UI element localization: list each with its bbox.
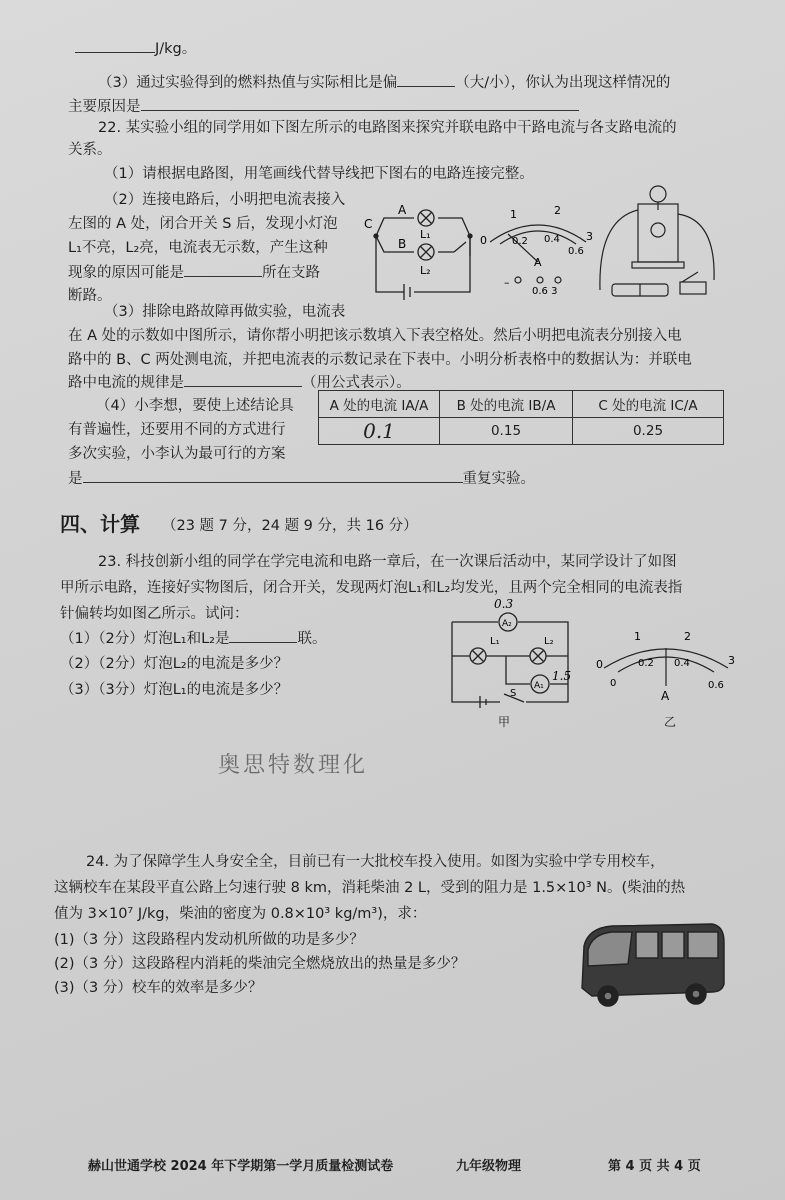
q24-part3: (3)（3 分）校车的效率是多少？: [54, 980, 263, 996]
q24-text-l3: 值为 3×10⁷ J/kg，柴油的密度为 0.8×10³ kg/m³)，求：: [54, 906, 427, 922]
q22-2-text-b: 所在支路: [262, 265, 320, 281]
q23-part2: （2）（2分）灯泡L₂的电流是多少？: [60, 656, 289, 672]
q23-meter-yi: [592, 628, 742, 708]
q22-4-text: 是: [68, 471, 83, 487]
meter-sub-04: 0.4: [544, 234, 560, 245]
handwritten-note: 0.3: [494, 597, 514, 611]
handwritten-note: 1.5: [552, 669, 572, 683]
section-scoring: （23 题 7 分，24 题 9 分，共 16 分）: [162, 518, 418, 534]
unit-label: J/kg。: [155, 41, 197, 57]
figure-jia-label: 甲: [498, 715, 511, 729]
q23-text-l3: 针偏转均如图乙所示。试问：: [60, 606, 249, 622]
q22-4-text-b: 重复实验。: [462, 471, 535, 487]
section-title: 四、计算: [60, 512, 140, 536]
q22-part2-l5: 断路。: [68, 288, 112, 304]
meter-tick-3: 3: [586, 230, 593, 243]
meter-sub-04: 0.4: [674, 658, 690, 669]
answer-blank[interactable]: [75, 38, 155, 53]
meter-sub-0: 0: [610, 678, 617, 689]
table-cell-handwritten[interactable]: 0.1: [319, 418, 440, 445]
answer-blank[interactable]: [141, 96, 579, 111]
prev-answer-line: [75, 38, 196, 59]
meter-terminals: 0.6 3: [532, 286, 558, 297]
q21-3-choice: （大/小），你认为出现这样情况的: [455, 75, 671, 91]
q23-part1: [60, 628, 326, 649]
q21-part3: [98, 72, 670, 93]
meter-sub-06: 0.6: [708, 680, 724, 691]
ammeter-a2-label: A₂: [502, 619, 512, 629]
q23-text-l1: 23. 科技创新小组的同学在学完电流和电路一章后，在一次课后活动中，某同学设计了如图: [98, 554, 677, 570]
q21-3-reason-label: 主要原因是: [68, 99, 141, 115]
q22-3-text-b: （用公式表示）。: [302, 375, 411, 391]
q22-part3-l1: （3）排除电路故障再做实验，电流表: [104, 304, 346, 320]
q24-text-l1: 24. 为了保障学生人身安全全，目前已有一大批校车投入使用。如图为实验中学专用校车，: [86, 854, 665, 870]
footer-subject: 九年级物理: [456, 1159, 522, 1174]
point-c-label: C: [364, 217, 373, 231]
ammeter-a1-label: A₁: [534, 681, 544, 691]
q22-intro: 22. 某实验小组的同学用如下图左所示的电路图来探究并联电路中干路电流与各支路电流的: [98, 120, 677, 136]
q23-text-l2: 甲所示电路，连接好实物图后，闭合开关，发现两灯泡L₁和L₂均发光，且两个完全相同的电流表指: [60, 580, 683, 596]
answer-blank[interactable]: [229, 628, 297, 643]
point-a-label: A: [398, 203, 407, 217]
meter-tick-0: 0: [480, 234, 487, 247]
lamp-l2-label: L₂: [420, 264, 431, 277]
q21-3-text: （3）通过实验得到的燃料热值与实际相比是偏: [98, 75, 398, 91]
lamp-l2-label: L₂: [544, 636, 554, 647]
q22-part4-l3: 多次实验，小李认为最可行的方案: [68, 446, 286, 462]
q22-intro-2: 关系。: [68, 142, 112, 158]
meter-tick-2: 2: [554, 204, 561, 217]
q23-1-text-b: 联。: [297, 631, 327, 647]
meter-sub-02: 0.2: [638, 658, 654, 669]
q22-real-circuit: [598, 180, 728, 300]
answer-blank[interactable]: [83, 468, 463, 483]
q22-part2-l1: （2）连接电路后，小明把电流表接入: [104, 192, 346, 208]
table-row: [319, 418, 724, 445]
q22-ammeter: [478, 200, 598, 295]
q22-part3-l2: 在 A 处的示数如中图所示，请你帮小明把该示数填入下表空格处。然后小明把电流表分别接入电: [68, 328, 682, 344]
footer-school: 赫山世通学校 2024 年下学期第一学月质量检测试卷: [88, 1159, 394, 1174]
q22-part1: （1）请根据电路图，用笔画线代替导线把下图右的电路连接完整。: [104, 166, 534, 182]
q22-part4-l4: [68, 468, 535, 489]
q22-3-text: 路中电流的规律是: [68, 375, 184, 391]
q24-text-l2: 这辆校车在某段平直公路上匀速行驶 8 km，消耗柴油 2 L，受到的阻力是 1.5×10³ N。(柴油的热: [54, 880, 686, 896]
point-b-label: B: [398, 237, 407, 251]
answer-blank[interactable]: [184, 262, 262, 277]
answer-blank[interactable]: [397, 72, 455, 87]
figure-yi-label: 乙: [664, 715, 677, 729]
q22-part4-l2: 有普遍性，还要用不同的方式进行: [68, 422, 286, 438]
meter-unit: A: [534, 256, 542, 269]
switch-s-label: S: [510, 688, 517, 699]
current-table: [318, 390, 724, 445]
q23-1-text: （1）（2分）灯泡L₁和L₂是: [60, 631, 230, 647]
meter-tick-1: 1: [510, 208, 517, 221]
lamp-l1-label: L₁: [420, 228, 431, 241]
answer-blank[interactable]: [184, 372, 302, 387]
table-header: A 处的电流 IA/A: [319, 391, 440, 418]
meter-tick-2: 2: [684, 630, 691, 643]
q22-part2-l2: 左图的 A 处，闭合开关 S 后，发现小灯泡: [68, 216, 338, 232]
q21-part3-line2: [68, 96, 579, 117]
q24-part2: (2)（3 分）这段路程内消耗的柴油完全燃烧放出的热量是多少？: [54, 956, 466, 972]
table-header-row: [319, 391, 724, 418]
footer-page-number: 第 4 页 共 4 页: [608, 1159, 701, 1174]
q23-part3: （3）（3分）灯泡L₁的电流是多少？: [60, 682, 289, 698]
watermark: 奥思特数理化: [218, 753, 369, 778]
meter-sub-06: 0.6: [568, 246, 584, 257]
meter-minus: –: [504, 276, 510, 289]
table-cell: 0.15: [440, 418, 573, 445]
meter-tick-1: 1: [634, 630, 641, 643]
q22-part2-l4: [68, 262, 320, 283]
table-cell: 0.25: [573, 418, 724, 445]
q22-part3-l3: 路中的 B、C 两处测电流，并把电流表的示数记录在下表中。小明分析表格中的数据认为：并联电: [68, 352, 692, 368]
q24-part1: (1)（3 分）这段路程内发动机所做的功是多少？: [54, 932, 364, 948]
meter-sub-02: 0.2: [512, 236, 528, 247]
meter-tick-3: 3: [728, 654, 735, 667]
school-bus-image: [572, 918, 732, 1008]
lamp-l1-label: L₁: [490, 636, 500, 647]
meter-unit: A: [661, 689, 670, 703]
meter-tick-0: 0: [596, 658, 603, 671]
q22-part4-l1: （4）小李想，要使上述结论具: [96, 398, 294, 414]
table-header: B 处的电流 IB/A: [440, 391, 573, 418]
q22-2-text: 现象的原因可能是: [68, 265, 184, 281]
q23-circuit-jia: [440, 598, 580, 718]
q22-part2-l3: L₁不亮，L₂亮，电流表无示数，产生这种: [68, 240, 328, 256]
table-header: C 处的电流 IC/A: [573, 391, 724, 418]
